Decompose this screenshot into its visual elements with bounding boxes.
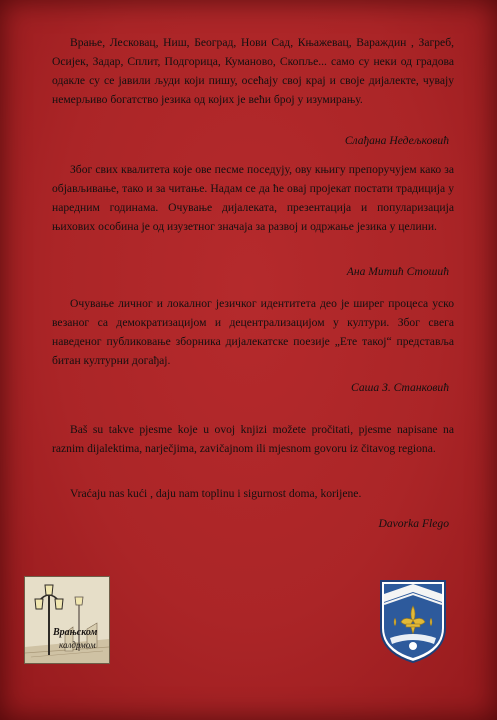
signature-2: Ана Митић Стошић xyxy=(346,265,449,278)
paragraph-5: Vraćaju nas kući , daju nam toplinu i sigurnost doma, korijene. xyxy=(70,487,362,500)
signature-3: Саша З. Станковић xyxy=(351,381,449,394)
paragraph-4: Baš su takve pjesme koje u ovoj knjizi možete pročitati, pjesme napisane na raznim dijalektima, narječjima, zavičajnom ili mjesnom govoru iz čitavog regiona. xyxy=(52,423,454,455)
paragraph-1: Врање, Лесковац, Ниш, Београд, Нови Сад, Књажевац, Вараждин , Загреб, Осијек, Задар, Сплит, Подгорица, Куманово, Скопље... само су неки од градова одакле су се јавили људи који пишу, осећају свој крај и своје дијалекте, чувају немерљиво богатство језика од којих је већи број у изумирању. xyxy=(52,36,454,106)
signature-4: Davorka Flego xyxy=(378,517,449,530)
street-lamp-illustration xyxy=(25,577,109,663)
logo-title-line-1: Врањском xyxy=(53,627,98,638)
coat-of-arms-shield xyxy=(378,578,448,664)
paragraph-3: Очување личног и локалног језичког идентитета део је ширег процеса уско везаног са демократизацијом и децентрализацијом у култури. Због свега наведеног публиковање зборника дијалекатске поезије „Ете такој“ представља битан културни догађај. xyxy=(52,297,454,367)
vranje-cobblestone-logo xyxy=(24,576,110,664)
logo-title-line-2: калдрмом xyxy=(59,640,96,650)
shield-icon xyxy=(378,578,448,664)
signature-1: Слађана Недељковић xyxy=(344,134,449,147)
paragraph-2: Због свих квалитета које ове песме поседују, ову књигу препоручујем како за објављивање, тако и за читање. Надам се да ће овај пројекат постати традиција у наредним годинама. Очување дијалеката, презентација и популаризација њихових особина је од изузетног значаја за развој и одржање језика у целини. xyxy=(52,163,454,233)
